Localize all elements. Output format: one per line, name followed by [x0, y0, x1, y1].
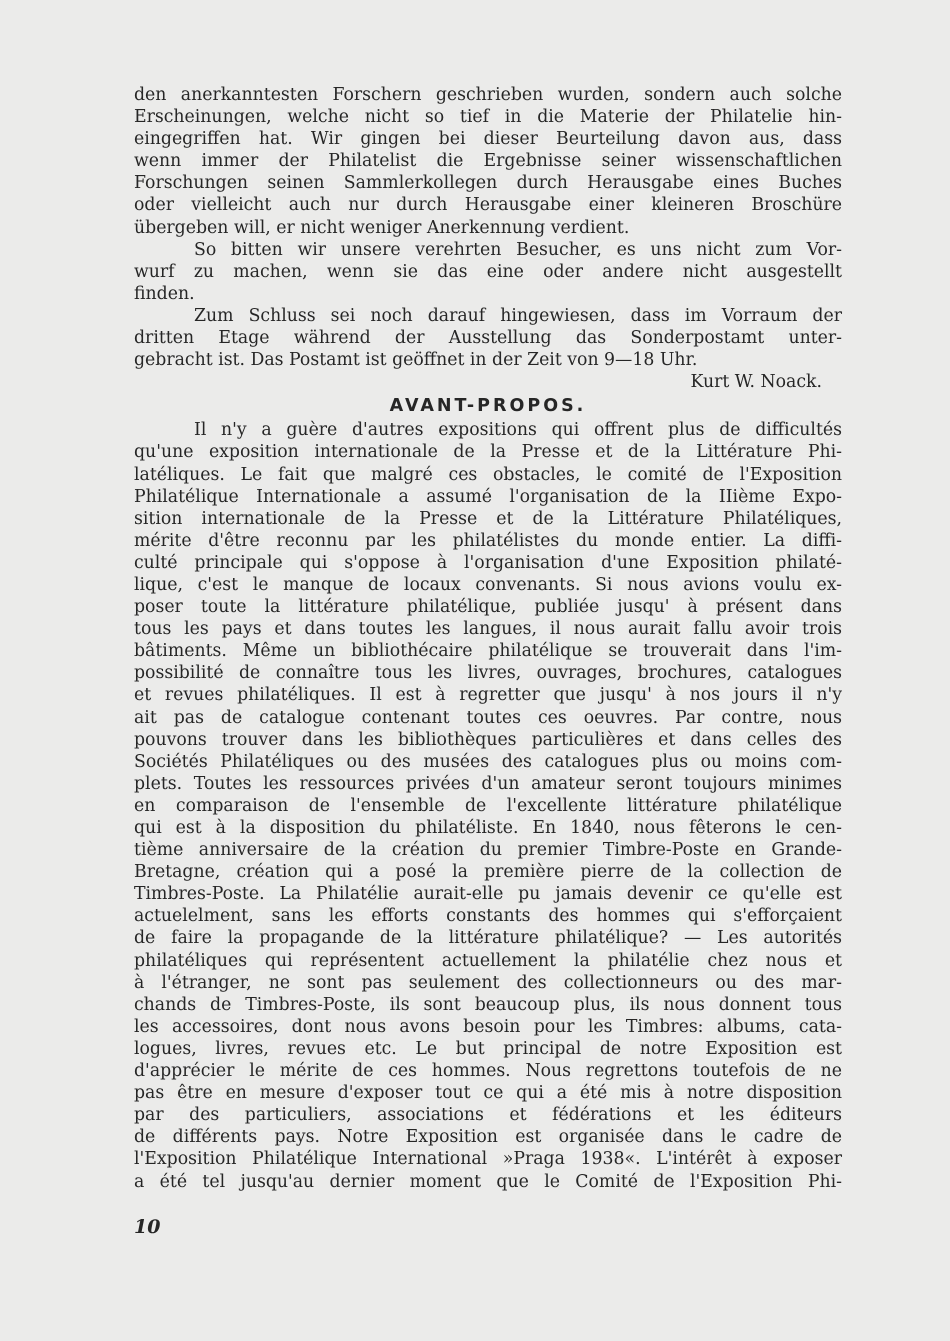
text-line: pas être en mesure d'exposer tout ce qui a été mis à notre disposition — [134, 1083, 842, 1104]
text-line: philatéliques qui représentent actuellement la philatélie chez nous et — [134, 950, 842, 971]
text-line: ait pas de catalogue contenant toutes ces oeuvres. Par contre, nous — [134, 707, 842, 728]
text-line: culté principale qui s'oppose à l'organisation d'une Exposition philaté- — [134, 552, 842, 573]
text-line: Erscheinungen, welche nicht so tief in die Materie der Philatelie hin- — [134, 107, 842, 128]
text-line: poser toute la littérature philatélique, publiée jusqu' à présent dans — [134, 597, 842, 618]
text-line: tième anniversaire de la création du premier Timbre-Poste en Grande- — [134, 840, 842, 861]
text-line: de différents pays. Notre Exposition est organisée dans le cadre de — [134, 1127, 842, 1148]
text-line: Bretagne, création qui a posé la première pierre de la collection de — [134, 862, 842, 883]
text-line: Zum Schluss sei noch darauf hingewiesen, dass im Vorraum der — [194, 305, 842, 326]
text-line: Forschungen seinen Sammlerkollegen durch Herausgabe eines Buches — [134, 173, 842, 194]
signature: Kurt W. Noack. — [690, 372, 822, 393]
text-line: tous les pays et dans toutes les langues, il nous aurait fallu avoir trois — [134, 619, 842, 640]
text-line: actuelelment, sans les efforts constants des hommes qui s'efforçaient — [134, 906, 842, 927]
section-heading: AVANT-PROPOS. — [389, 396, 587, 417]
text-line: Philatélique Internationale a assumé l'organisation de la IIième Expo- — [134, 486, 842, 507]
text-line: et revues philatéliques. Il est à regretter que jusqu' à nos jours il n'y — [134, 685, 842, 706]
text-line: plets. Toutes les ressources privées d'un amateur seront toujours minimes — [134, 773, 842, 794]
text-line: par des particuliers, associations et fédérations et les éditeurs — [134, 1105, 842, 1126]
text-line: So bitten wir unsere verehrten Besucher, es uns nicht zum Vor- — [194, 239, 842, 260]
text-line: a été tel jusqu'au dernier moment que le Comité de l'Exposition Phi- — [134, 1171, 842, 1192]
text-line: logues, livres, revues etc. Le but principal de notre Exposition est — [134, 1038, 842, 1059]
german-paragraph-3 — [134, 305, 842, 371]
text-line: wenn immer der Philatelist die Ergebnisse seiner wissenschaftlichen — [134, 151, 842, 172]
text-line: pouvons trouver dans les bibliothèques particulières et dans celles des — [134, 729, 842, 750]
text-line: de faire la propagande de la littérature philatélique? — Les autorités — [134, 928, 842, 949]
text-line: Sociétés Philatéliques ou des musées des catalogues plus ou moins com- — [134, 751, 842, 772]
text-line: chands de Timbres-Poste, ils sont beaucoup plus, ils nous donnent tous — [134, 994, 842, 1015]
text-line: qu'une exposition internationale de la Presse et de la Littérature Phi- — [134, 442, 842, 463]
text-line: übergeben will, er nicht weniger Anerkennung verdient. — [134, 217, 630, 238]
text-line: oder vielleicht auch nur durch Herausgabe einer kleineren Broschüre — [134, 195, 842, 216]
text-line: lique, c'est le manque de locaux convenants. Si nous avions voulu ex- — [134, 574, 842, 595]
text-line: à l'étranger, ne sont pas seulement des collectionneurs ou des mar- — [134, 972, 842, 993]
body-text — [134, 84, 842, 1193]
text-line: den anerkanntesten Forschern geschrieben wurden, sondern auch solche — [134, 85, 842, 105]
text-line: possibilité de connaître tous les livres, ouvrages, brochures, catalogues — [134, 663, 842, 684]
text-line: dritten Etage während der Ausstellung das Sonderpostamt unter- — [134, 328, 842, 349]
text-line: les accessoires, dont nous avons besoin pour les Timbres: albums, cata- — [134, 1016, 842, 1037]
text-line: en comparaison de l'ensemble de l'excellente littérature philatélique — [134, 795, 842, 816]
german-paragraph-2 — [134, 239, 842, 305]
text-line: l'Exposition Philatélique International »Praga 1938«. L'intérêt à exposer — [134, 1149, 842, 1170]
text-line: latéliques. Le fait que malgré ces obstacles, le comité de l'Exposition — [134, 464, 842, 485]
text-line: eingegriffen hat. Wir gingen bei dieser Beurteilung davon aus, dass — [134, 129, 842, 150]
german-paragraph-1 — [134, 84, 842, 239]
text-line: bâtiments. Même un bibliothécaire philatélique se trouverait dans l'im- — [134, 641, 842, 662]
text-line: Timbres-Poste. La Philatélie aurait-elle pu jamais devenir ce qu'elle est — [134, 884, 842, 905]
text-line: sition internationale de la Presse et de la Littérature Philatéliques, — [134, 508, 842, 529]
text-line: finden. — [134, 283, 195, 304]
text-line: mérite d'être reconnu par les philatélistes du monde entier. La diffi- — [134, 530, 842, 551]
text-line: Il n'y a guère d'autres expositions qui offrent plus de difficultés — [194, 420, 842, 441]
page-number: 10 — [134, 1216, 161, 1238]
text-line: qui est à la disposition du philatéliste. En 1840, nous fêterons le cen- — [134, 818, 842, 838]
text-line: d'apprécier le mérite de ces hommes. Nous regrettons toutefois de ne — [134, 1061, 842, 1082]
text-line: wurf zu machen, wenn sie das eine oder andere nicht ausgestellt — [134, 261, 842, 282]
french-paragraph — [134, 419, 842, 1192]
text-line: gebracht ist. Das Postamt ist geöffnet in der Zeit von 9—18 Uhr. — [134, 350, 698, 371]
